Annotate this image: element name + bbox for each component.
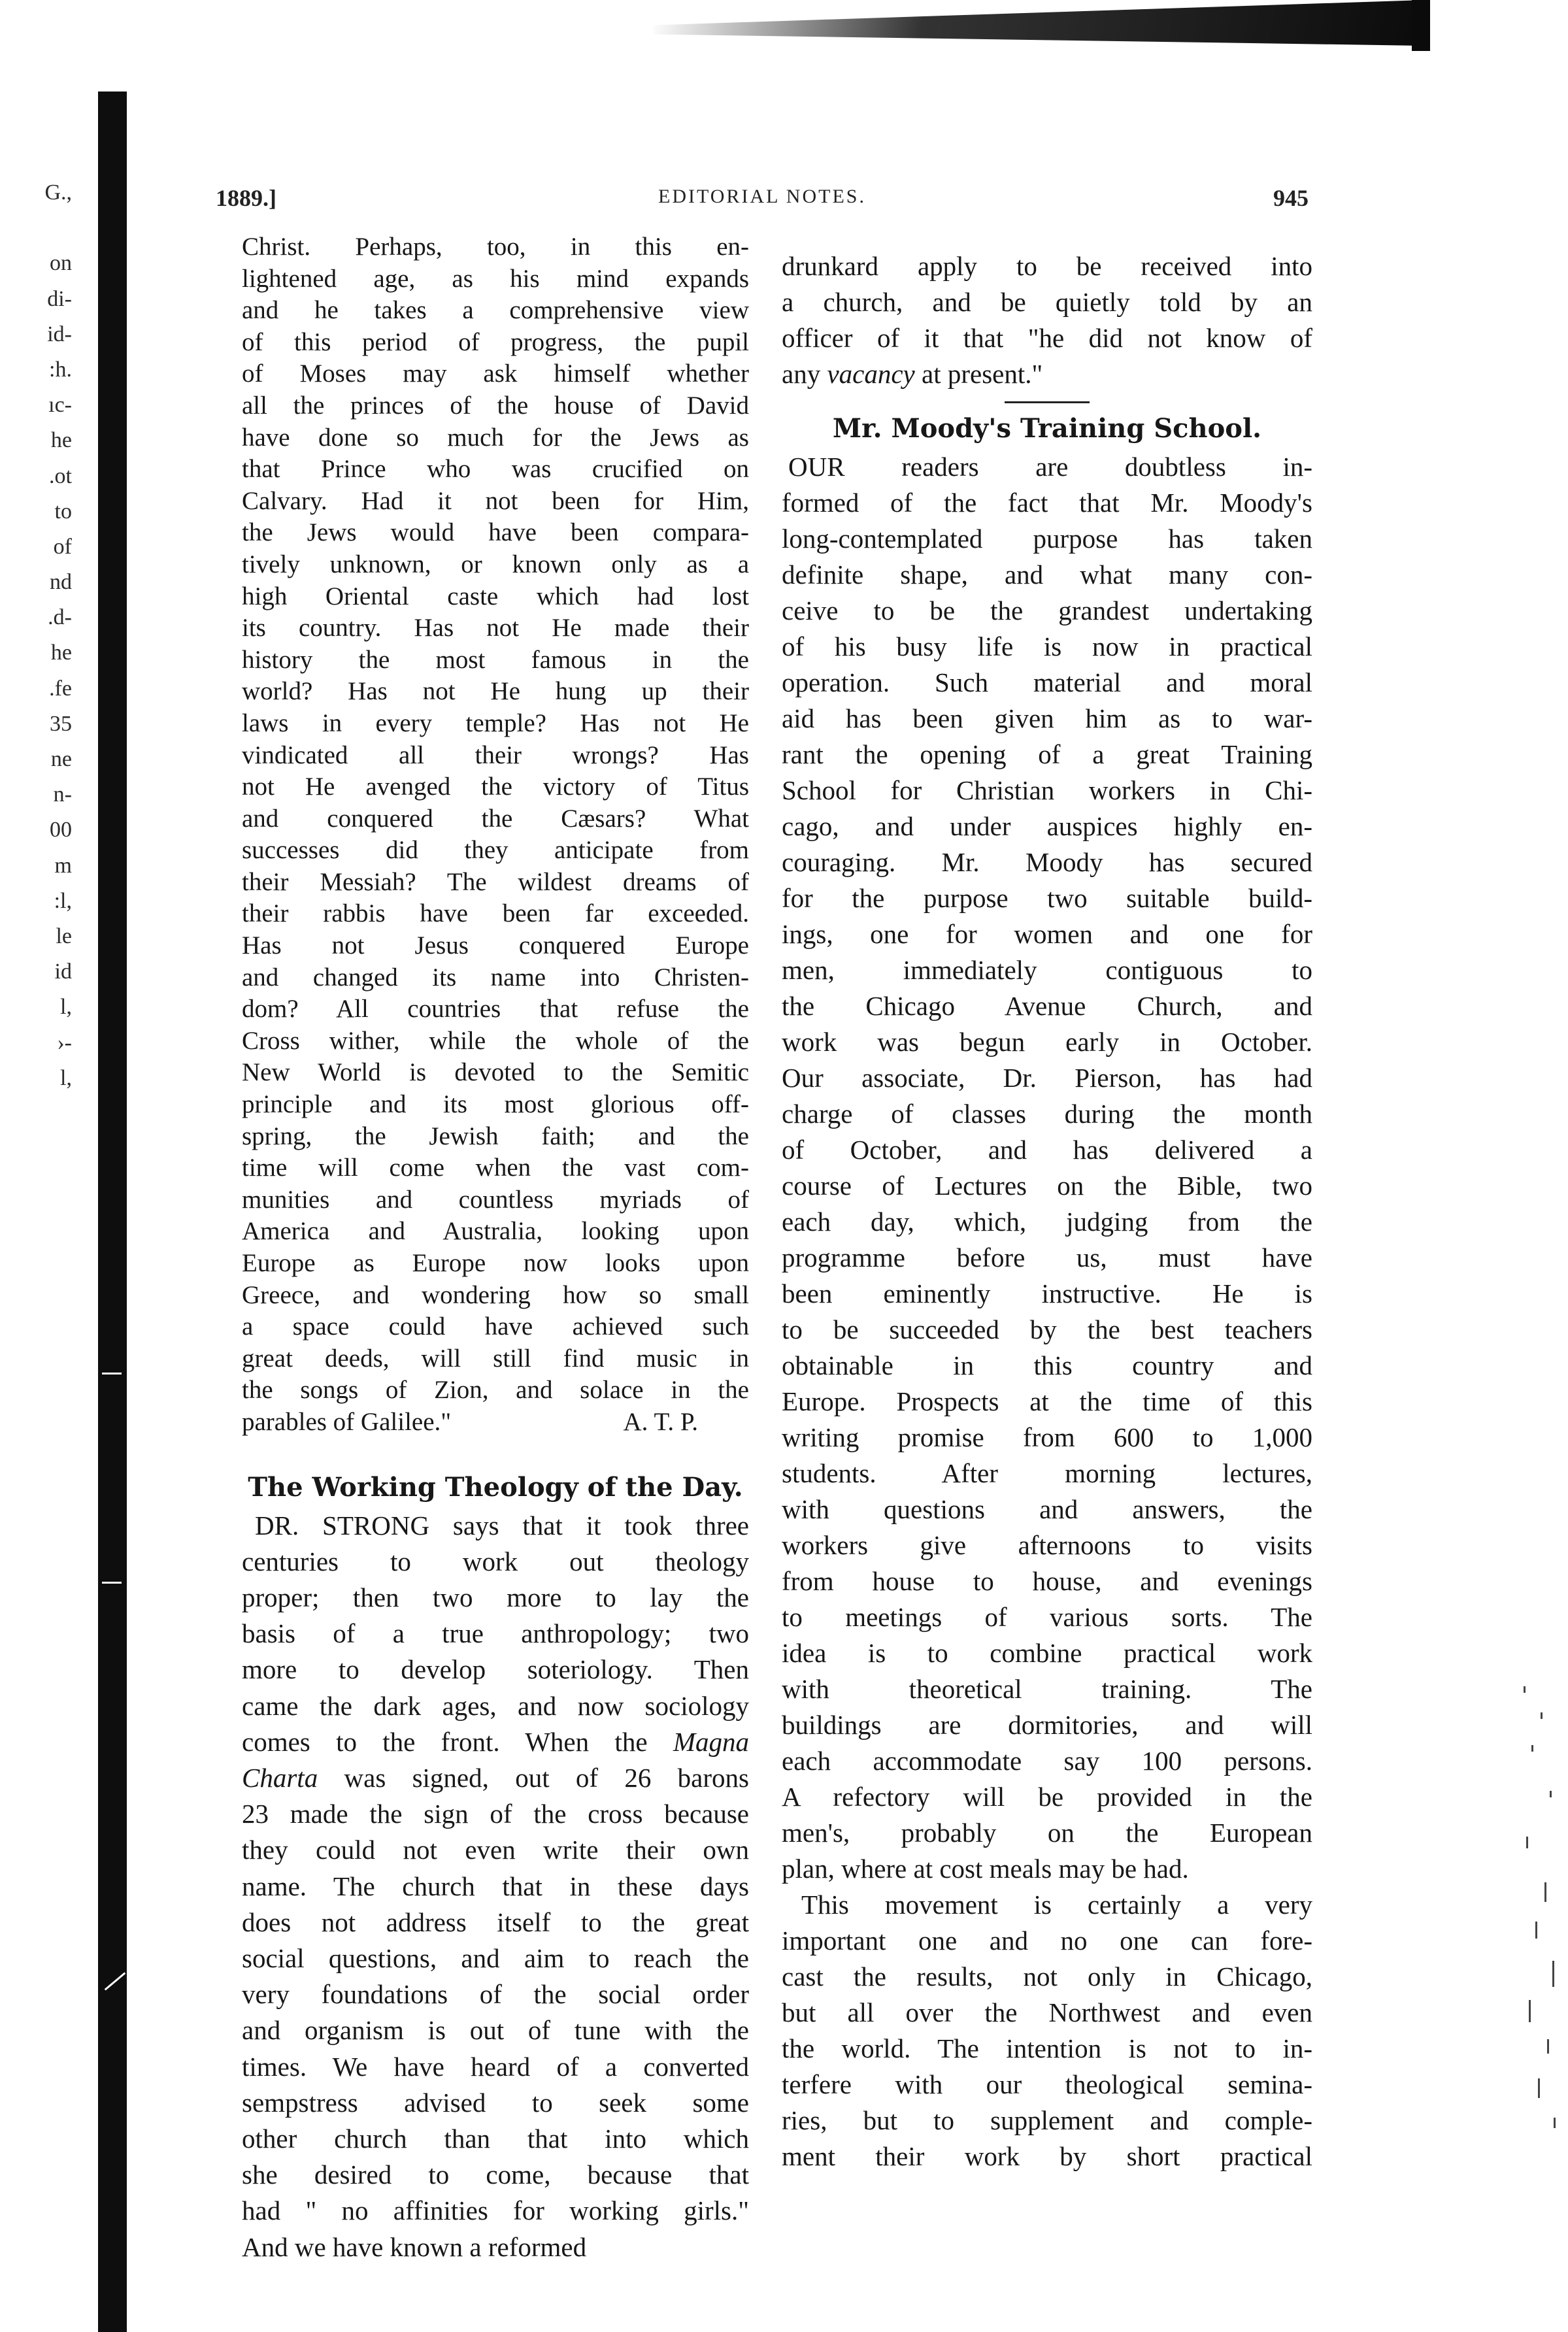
section-first-line — [242, 1508, 749, 1544]
text-line: great deeds, will still find music in — [242, 1344, 749, 1373]
text-line: a space could have achieved such — [242, 1312, 749, 1341]
text-line: buildings are dormitories, and will — [782, 1710, 1312, 1740]
fragment-line: l, — [60, 995, 72, 1020]
text-line: Our associate, Dr. Pierson, has had — [782, 1063, 1312, 1093]
text-line: Europe. Prospects at the time of this — [782, 1386, 1312, 1416]
text-line: its country. Has not He made their — [242, 614, 749, 642]
moody-school-para2 — [782, 1887, 1312, 2174]
text-line: the Chicago Avenue Church, and — [782, 991, 1312, 1021]
text-line: principle and its most glorious off- — [242, 1090, 749, 1119]
gutter-notch — [102, 1582, 122, 1584]
text-line: aid has been given him as to war- — [782, 703, 1312, 733]
text-line: couraging. Mr. Moody has secured — [782, 847, 1312, 877]
working-theology-body — [242, 1544, 749, 2265]
fragment-line: of — [53, 534, 72, 559]
text-line: each day, which, judging from the — [782, 1207, 1312, 1237]
text-line: idea is to combine practical work — [782, 1638, 1312, 1668]
text-line: spring, the Jewish faith; and the — [242, 1122, 749, 1150]
text-line: America and Australia, looking upon — [242, 1217, 749, 1246]
signature: A. T. P. — [623, 1407, 698, 1436]
text-line: munities and countless myriads of — [242, 1185, 749, 1214]
section-heading-working-theology: The Working Theology of the Day. — [248, 1471, 743, 1503]
fragment-line: .d- — [48, 605, 72, 630]
section-heading-moody-school: Mr. Moody's Training School. — [832, 413, 1262, 444]
text-line: ries, but to supplement and comple- — [782, 2105, 1312, 2135]
text-line: ings, one for women and one for — [782, 919, 1312, 949]
running-header — [216, 184, 1309, 217]
text-line: time will come when the vast com- — [242, 1154, 749, 1182]
text-line: came the dark ages, and now sociology — [242, 1690, 749, 1721]
quote-end: parables of Galilee." — [242, 1407, 452, 1436]
left-column — [242, 231, 749, 2265]
text-line: plan, where at cost meals may be had. — [782, 1854, 1189, 1884]
text-line: lightened age, as his mind expands — [242, 264, 749, 293]
text-line: course of Lectures on the Bible, two — [782, 1171, 1312, 1201]
text-line: drunkard apply to be received into — [782, 251, 1312, 281]
text-line: formed of the fact that Mr. Moody's — [782, 488, 1312, 518]
text-line: have done so much for the Jews as — [242, 423, 749, 452]
text-line: times. We have heard of a converted — [242, 2051, 749, 2082]
text-line: more to develop soteriology. Then — [242, 1654, 749, 1685]
text-line: with questions and answers, the — [782, 1494, 1312, 1524]
text-line: students. After morning lectures, — [782, 1458, 1312, 1488]
section-lead: DR. STRONG — [255, 1510, 430, 1541]
text-line: charge of classes during the month — [782, 1099, 1312, 1129]
text-line: and organism is out of tune with the — [242, 2015, 749, 2046]
fragment-line: :h. — [49, 357, 72, 382]
text-line: Charta was signed, out of 26 barons — [242, 1762, 749, 1793]
text-line: Christ. Perhaps, too, in this en- — [242, 233, 749, 261]
page-number: 945 — [1273, 185, 1309, 211]
header-year: 1889.] — [216, 185, 276, 211]
text-line: to meetings of various sorts. The — [782, 1602, 1312, 1632]
fragment-line: nd — [50, 570, 72, 595]
text-line: had " no affinities for working girls." — [242, 2195, 749, 2226]
emphasis-vacancy: vacancy — [827, 359, 915, 389]
text-line: the songs of Zion, and solace in the — [242, 1376, 749, 1405]
text-line: successes did they anticipate from — [242, 836, 749, 865]
text-line: of Moses may ask himself whether — [242, 359, 749, 388]
text-line: not He avenged the victory of Titus — [242, 773, 749, 801]
text-line: dom? All countries that refuse the — [242, 995, 749, 1024]
gutter-notch — [105, 1972, 126, 1990]
text-line: important one and no one can fore- — [782, 1925, 1312, 1956]
text-line: This movement is certainly a very — [801, 1890, 1312, 1920]
text-line: the Jews would have been compara- — [242, 518, 749, 547]
fragment-line: ıc- — [48, 393, 72, 418]
header-title: EDITORIAL NOTES. — [658, 186, 866, 207]
fragment-line: id — [54, 959, 72, 984]
text-line: Cross wither, while the whole of the — [242, 1026, 749, 1055]
text-line: definite shape, and what many con- — [782, 559, 1312, 590]
text-line: terfere with our theological semina- — [782, 2069, 1312, 2099]
text-line: ment their work by short practical — [782, 2141, 1312, 2171]
text-line: of his busy life is now in practical — [782, 631, 1312, 661]
fragment-line: ne — [50, 747, 72, 771]
text-line: each accommodate say 100 persons. — [782, 1746, 1312, 1776]
right-intro-body — [782, 248, 1312, 356]
text-line: comes to the front. When the Magna — [242, 1726, 749, 1757]
text-line: she desired to come, because that — [242, 2159, 749, 2190]
text-line: but all over the Northwest and even — [782, 1997, 1312, 2027]
text-line: they could not even write their own — [242, 1835, 749, 1865]
fragment-line: he — [50, 428, 72, 453]
text-line: 23 made the sign of the cross because — [242, 1799, 749, 1829]
fragment-line — [0, 210, 72, 246]
text-line: tively unknown, or known only as a — [242, 550, 749, 578]
text-line: ceive to be the grandest undertaking — [782, 595, 1312, 625]
text-line: of October, and has delivered a — [782, 1135, 1312, 1165]
section-first-text: says that it took three — [452, 1510, 749, 1541]
fragment-line: to — [54, 499, 72, 524]
text-line: vindicated all their wrongs? Has — [242, 741, 749, 769]
text-line: name. The church that in these days — [242, 1871, 749, 1901]
fragment-line: he — [50, 641, 72, 665]
text-line: workers give afternoons to visits — [782, 1530, 1312, 1560]
text-line: Calvary. Had it not been for Him, — [242, 486, 749, 515]
moody-school-body — [782, 485, 1312, 1887]
text-line: other church than that into which — [242, 2124, 749, 2154]
text-line: world? Has not He hung up their — [242, 677, 749, 706]
text-line: School for Christian workers in Chi- — [782, 775, 1312, 805]
text-line: obtainable in this country and — [782, 1350, 1312, 1380]
text-line: Greece, and wondering how so small — [242, 1280, 749, 1309]
text-line: writing promise from 600 to 1,000 — [782, 1422, 1312, 1452]
text-line: operation. Such material and moral — [782, 667, 1312, 697]
text-line: high Oriental caste which had lost — [242, 582, 749, 610]
text-line: work was begun early in October. — [782, 1027, 1312, 1057]
text-line: with theoretical training. The — [782, 1674, 1312, 1704]
fragment-line: 35 — [50, 711, 72, 736]
text-line: and conquered the Cæsars? What — [242, 804, 749, 833]
fragment-line: n- — [53, 782, 72, 807]
fragment-line: di- — [47, 286, 72, 311]
text-line: of this period of progress, the pupil — [242, 327, 749, 356]
text-line: does not address itself to the great — [242, 1907, 749, 1937]
text-line: proper; then two more to lay the — [242, 1582, 749, 1612]
section-rule — [1005, 401, 1090, 403]
fragment-line: m — [54, 853, 72, 878]
fragment-line: :l, — [54, 888, 72, 913]
quote-end-line — [242, 1407, 749, 1439]
text-line: very foundations of the social order — [242, 1979, 749, 2010]
text-line: their rabbis have been far exceeded. — [242, 899, 749, 928]
gutter-notch — [102, 1373, 122, 1374]
fragment-line: on — [50, 251, 72, 276]
text-line: and he takes a comprehensive view — [242, 296, 749, 325]
text-line: to be succeeded by the best teachers — [782, 1314, 1312, 1344]
text-line: sempstress advised to seek some — [242, 2087, 749, 2118]
text-line: Europe as Europe now looks upon — [242, 1249, 749, 1277]
text-line: Has not Jesus conquered Europe — [242, 931, 749, 960]
binding-gutter-shadow — [98, 92, 127, 2332]
text-line: that Prince who was crucified on — [242, 455, 749, 484]
text-line: been eminently instructive. He is — [782, 1278, 1312, 1308]
text-line: all the princes of the house of David — [242, 391, 749, 420]
text-line: men's, probably on the European — [782, 1818, 1312, 1848]
scan-smear-cap — [1412, 0, 1430, 51]
text-line: and changed its name into Christen- — [242, 963, 749, 991]
text-line: cast the results, not only in Chicago, — [782, 1961, 1312, 1991]
fragment-line: l, — [60, 1065, 72, 1090]
section-first-text: readers are doubtless in- — [901, 452, 1312, 482]
section-first-line — [782, 449, 1312, 485]
intro-last-line: any vacancy at present." — [782, 359, 1043, 389]
text-line: rant the opening of a great Training — [782, 739, 1312, 769]
scan-specks — [1521, 1686, 1560, 2183]
fragment-line: .fe — [49, 676, 72, 701]
fragment-line: ›- — [57, 1030, 72, 1055]
fragment-line: 00 — [50, 818, 72, 842]
text-line: New World is devoted to the Semitic — [242, 1058, 749, 1087]
text-line: centuries to work out theology — [242, 1546, 749, 1576]
fragment-line: id- — [47, 322, 72, 346]
text-line: social questions, and aim to reach the — [242, 1943, 749, 1973]
text-line: And we have known a reformed — [242, 2231, 587, 2262]
text-line: long-contemplated purpose has taken — [782, 524, 1312, 554]
fragment-line: .ot — [49, 463, 72, 488]
text-line: a church, and be quietly told by an — [782, 287, 1312, 317]
text-line: the world. The intention is not to in- — [782, 2033, 1312, 2063]
text-line: from house to house, and evenings — [782, 1566, 1312, 1596]
facing-page-fragments — [0, 175, 72, 1096]
fragment-line: G., — [44, 180, 72, 205]
text-line: officer of it that "he did not know of — [782, 323, 1312, 353]
text-line: A refectory will be provided in the — [782, 1782, 1312, 1812]
text-line: basis of a true anthropology; two — [242, 1618, 749, 1649]
text-line: men, immediately contiguous to — [782, 955, 1312, 985]
text-line: their Messiah? The wildest dreams of — [242, 867, 749, 896]
text-line: laws in every temple? Has not He — [242, 708, 749, 737]
text-line: cago, and under auspices highly en- — [782, 811, 1312, 841]
section-lead: OUR — [788, 452, 845, 482]
scan-smear-top — [654, 0, 1425, 46]
text-line: for the purpose two suitable build- — [782, 883, 1312, 913]
left-column-body — [242, 231, 749, 1407]
text-line: history the most famous in the — [242, 645, 749, 674]
right-column — [782, 248, 1312, 2174]
text-line: programme before us, must have — [782, 1242, 1312, 1273]
fragment-line: le — [56, 924, 72, 948]
